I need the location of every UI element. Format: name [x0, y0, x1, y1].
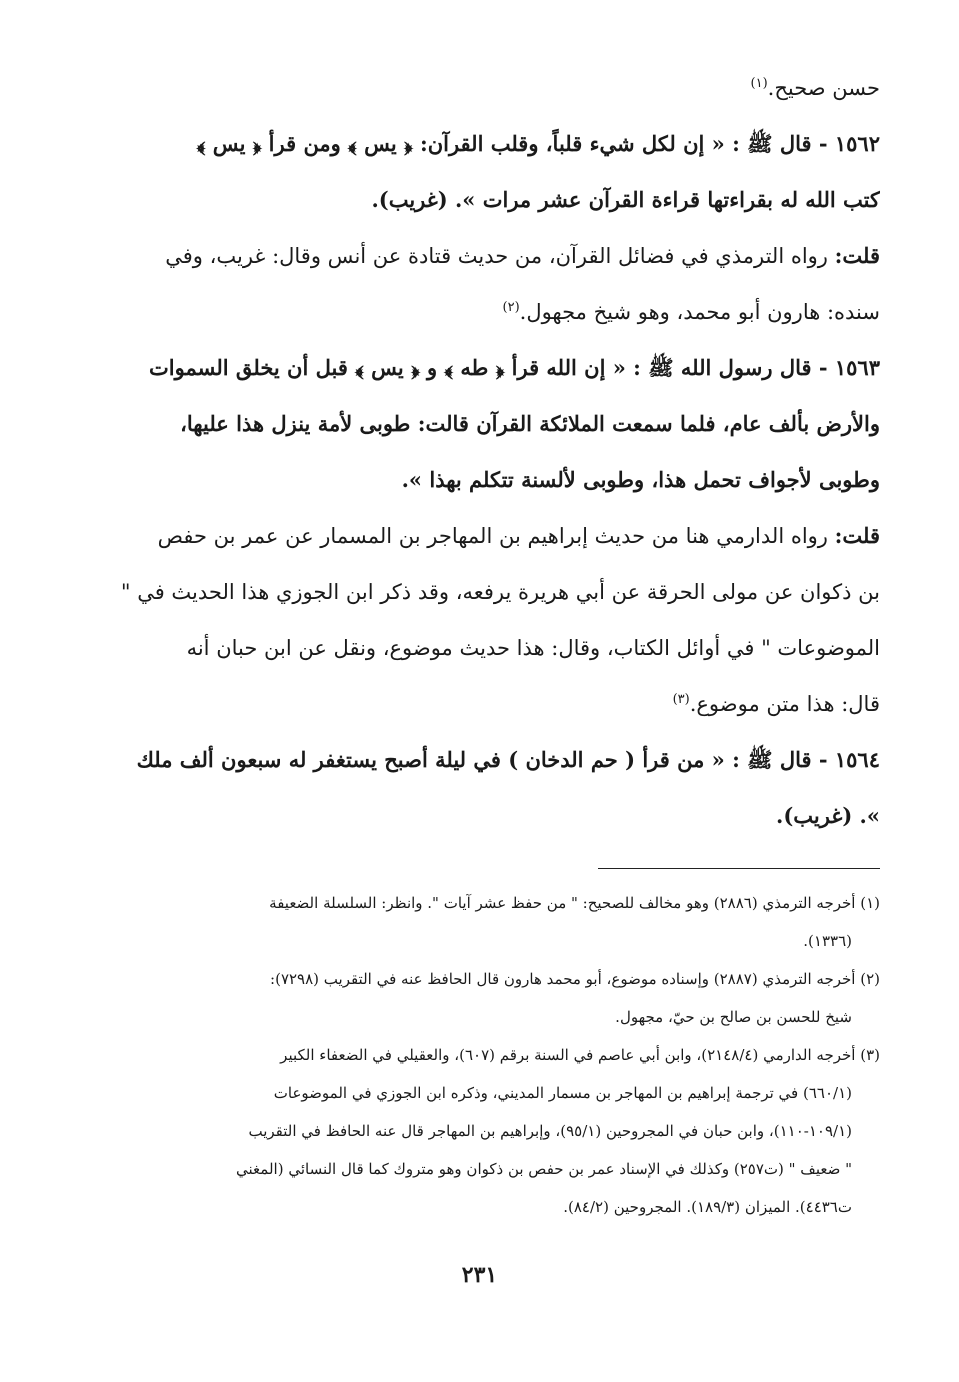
footnote-line: (٣) أخرجه الدارمي (٢١٤٨/٤)، وابن أبي عاصم في السنة برقم (٦٠٧)، والعقيلي في الضعفاء الكبير	[280, 1046, 880, 1064]
line-text: كتب الله له بقراءتها قراءة القرآن عشر مرات ». (غريب).	[371, 187, 880, 212]
line-text: والأرض بألف عام، فلما سمعت الملائكة القرآن قالت: طوبى لأمة ينزل هذا عليها،	[180, 411, 880, 436]
hadith-line	[110, 788, 880, 844]
hadith-line	[110, 340, 880, 396]
footnote-line: (١) أخرجه الترمذي (٢٨٨٦) وهو مخالف للصحيح: " من حفظ عشر آيات ". وانظر: السلسلة الضعيفة	[269, 894, 880, 912]
hadith-line	[110, 732, 880, 788]
hadith-line	[110, 116, 880, 172]
footnote-marker: (٢)	[502, 300, 520, 315]
commentary-line	[110, 228, 880, 284]
commentary-line	[110, 676, 880, 732]
line-text: رواه الترمذي في فضائل القرآن، من حديث قتادة عن أنس وقال: غريب، وفي	[165, 244, 835, 268]
line-text: الموضوعات " في أوائل الكتاب، وقال: هذا حديث موضوع، ونقل عن ابن حبان أنه	[186, 636, 880, 660]
footnote-divider	[598, 868, 880, 869]
commentary-line	[110, 508, 880, 564]
line-text: ١٥٦٣ - قال رسول الله ﷺ : « إن الله قرأ ﴿ طه ﴾ و ﴿ يس ﴾ قبل أن يخلق السموات	[149, 355, 880, 380]
hadith-line	[110, 396, 880, 452]
line-text: حسن صحيح.	[767, 76, 880, 100]
footnote-line: (١٠٩/١-١١٠)، وابن حبان في المجروحين (٩٥/١)، وإبراهيم بن المهاجر قال عنه الحافظ في التقريب	[248, 1122, 852, 1140]
qultu-label: قلت:	[834, 523, 880, 548]
line-text: ١٥٦٢ - قال ﷺ : « إن لكل شيء قلباً، وقلب القرآن: ﴿ يس ﴾ ومن قرأ ﴿ يس ﴾	[196, 131, 880, 156]
commentary-line	[110, 620, 880, 676]
footnote-marker: (٣)	[672, 692, 690, 707]
footnote-line: (٢) أخرجه الترمذي (٢٨٨٧) وإسناده موضوع، أبو محمد هارون قال الحافظ عنه في التقريب (٧٢٩٨):	[270, 970, 880, 988]
footnote-line: (١٣٣٦).	[803, 932, 852, 950]
qultu-label: قلت:	[834, 243, 880, 268]
footnote-line: (٦٦٠/١) في ترجمة إبراهيم بن المهاجر بن مسمار المديني، وذكره ابن الجوزي في الموضوعات	[273, 1084, 852, 1102]
hadith-line	[110, 172, 880, 228]
footnote-marker: (١)	[750, 76, 768, 91]
footnote-line: " ضعيف " (ت٢٥٧) وكذلك في الإسناد عمر بن حفص بن ذكوان وهو متروك كما قال النسائي (المغني	[236, 1160, 852, 1178]
line-text: رواه الدارمي هنا من حديث إبراهيم بن المهاجر بن المسمار عن عمر بن حفص	[157, 524, 835, 548]
line-text: سنده: هارون أبو محمد، وهو شيخ مجهول.	[519, 300, 880, 324]
footnotes	[110, 884, 880, 1226]
line-text: ١٥٦٤ - قال ﷺ : « من قرأ ( حم الدخان ) في ليلة أصبح يستغفر له سبعون ألف ملك	[136, 747, 880, 772]
commentary-line	[110, 564, 880, 620]
line-text: وطوبى لأجواف تحمل هذا، وطوبى لألسنة تتكلم بهذا ».	[401, 467, 880, 492]
text-line	[110, 60, 880, 116]
hadith-line	[110, 452, 880, 508]
line-text: قال: هذا متن موضوع.	[689, 692, 880, 716]
commentary-line	[110, 284, 880, 340]
line-text: بن ذكوان عن مولى الحرقة عن أبي هريرة يرفعه، وقد ذكر ابن الجوزي هذا الحديث في "	[120, 580, 880, 604]
page-number: ٢٣١	[461, 1262, 498, 1288]
line-text: ». (غريب).	[776, 803, 880, 828]
main-text	[110, 60, 880, 844]
footnote-line: شيخ للحسن بن صالح بن حيّ، مجهول.	[615, 1008, 852, 1026]
footnote-line: ت٤٤٣٦). الميزان (١٨٩/٣). المجروحين (٨٤/٢).	[563, 1198, 852, 1216]
